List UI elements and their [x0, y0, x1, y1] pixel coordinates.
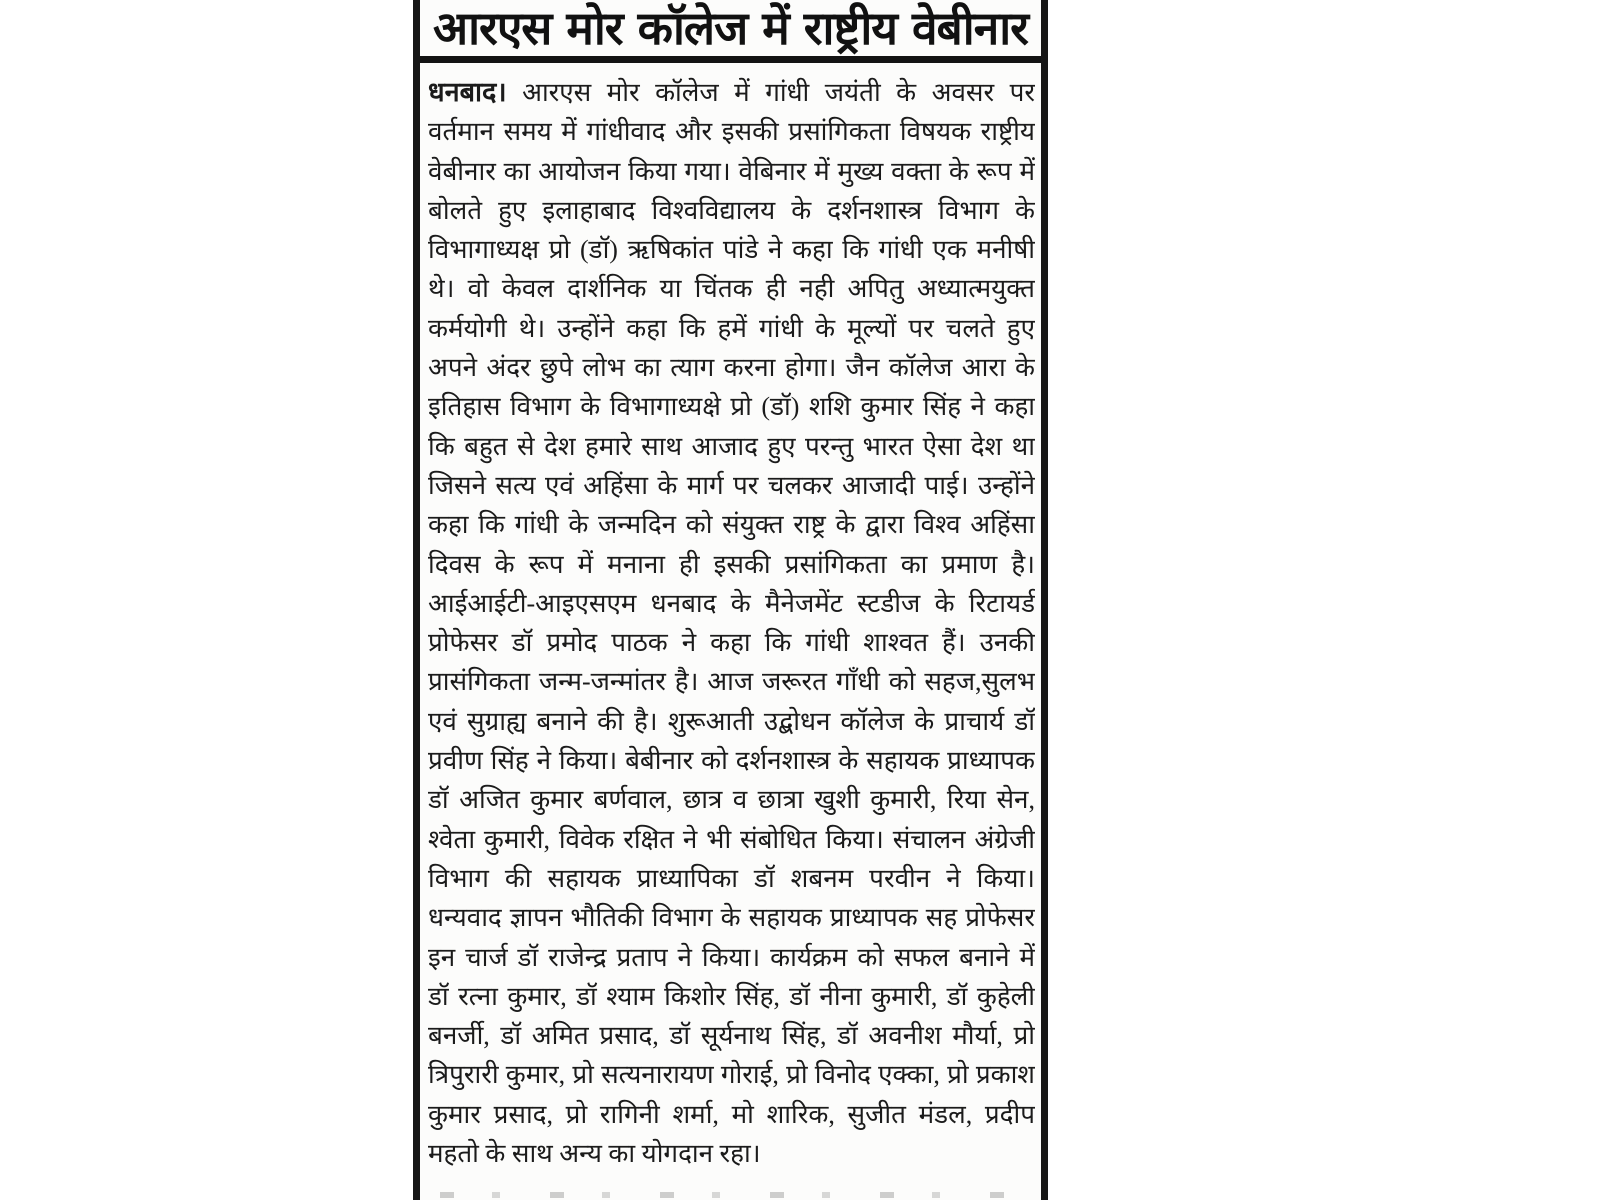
- article-line: कुमार प्रसाद, प्रो रागिनी शर्मा, मो शारिक, सुजीत मंडल, प्रदीप: [428, 1099, 1035, 1129]
- article-line: एवं सुग्राह्य बनाने की है। शुरूआती उद्बोधन कॉलेज के प्राचार्य डॉ: [428, 706, 1035, 736]
- cutoff-next-article-remnant: [440, 1192, 1011, 1198]
- article-line: कहा कि गांधी के जन्मदिन को संयुक्त राष्ट्र के द्वारा विश्व अहिंसा: [428, 510, 1035, 540]
- article-line: डॉ अजित कुमार बर्णवाल, छात्र व छात्रा खुशी कुमारी, रिया सेन,: [428, 785, 1035, 815]
- newspaper-clipping: [413, 0, 1048, 1200]
- article-body: [420, 71, 1041, 1173]
- article-line: बनर्जी, डॉ अमित प्रसाद, डॉ सूर्यनाथ सिंह, डॉ अवनीश मौर्या, प्रो: [428, 1021, 1035, 1051]
- first-line-text: आरएस मोर कॉलेज में गांधी जयंती के अवसर पर: [522, 78, 1035, 107]
- article-line: प्रवीण सिंह ने किया। बेबीनार को दर्शनशास्त्र के सहायक प्राध्यापक: [428, 746, 1035, 776]
- article-line-first: [428, 73, 1035, 112]
- article-line: धन्यवाद ज्ञापन भौतिकी विभाग के सहायक प्राध्यापक सह प्रोफेसर: [428, 903, 1035, 933]
- article-line: त्रिपुरारी कुमार, प्रो सत्यनारायण गोराई, प्रो विनोद एक्का, प्रो प्रकाश: [428, 1060, 1035, 1090]
- article-line: प्रोफेसर डॉ प्रमोद पाठक ने कहा कि गांधी शाश्वत हैं। उनकी: [428, 628, 1035, 658]
- article-line: विभागाध्यक्ष प्रो (डॉ) ऋषिकांत पांडे ने कहा कि गांधी एक मनीषी: [428, 235, 1035, 265]
- article-line: आईआईटी-आइएसएम धनबाद के मैनेजमेंट स्टडीज के रिटायर्ड: [428, 588, 1035, 618]
- article-line: वेबीनार का आयोजन किया गया। वेबिनार में मुख्य वक्ता के रूप में: [428, 156, 1035, 186]
- article-line: बोलते हुए इलाहाबाद विश्वविद्यालय के दर्शनशास्त्र विभाग के: [428, 195, 1035, 225]
- article-line: इतिहास विभाग के विभागाध्यक्षे प्रो (डॉ) शशि कुमार सिंह ने कहा: [428, 392, 1035, 422]
- article-line: महतो के साथ अन्य का योगदान रहा।: [428, 1139, 761, 1169]
- headline-underline-rule: [420, 56, 1041, 63]
- article-line: वर्तमान समय में गांधीवाद और इसकी प्रसांगिकता विषयक राष्ट्रीय: [428, 117, 1035, 147]
- article-line: डॉ रत्ना कुमार, डॉ श्याम किशोर सिंह, डॉ नीना कुमारी, डॉ कुहेली: [428, 981, 1035, 1011]
- article-line: इन चार्ज डॉ राजेन्द्र प्रताप ने किया। कार्यक्रम को सफल बनाने में: [428, 942, 1035, 972]
- article-line: कि बहुत से देश हमारे साथ आजाद हुए परन्तु भारत ऐसा देश था: [428, 431, 1035, 461]
- article-line: श्वेता कुमारी, विवेक रक्षित ने भी संबोधित किया। संचालन अंग्रेजी: [428, 824, 1035, 854]
- article-line: दिवस के रूप में मनाना ही इसकी प्रसांगिकता का प्रमाण है।: [428, 549, 1035, 579]
- article-line: प्रासंगिकता जन्म-जन्मांतर है। आज जरूरत गाँधी को सहज,सुलभ: [428, 667, 1035, 697]
- article-line: थे। वो केवल दार्शनिक या चिंतक ही नही अपितु अध्यात्मयुक्त: [428, 274, 1035, 304]
- article-line: विभाग की सहायक प्राध्यापिका डॉ शबनम परवीन ने किया।: [428, 863, 1035, 893]
- dateline: धनबाद।: [428, 77, 507, 108]
- article-line: अपने अंदर छुपे लोभ का त्याग करना होगा। जैन कॉलेज आरा के: [428, 353, 1035, 383]
- article-line: जिसने सत्य एवं अहिंसा के मार्ग पर चलकर आजादी पाई। उन्होंने: [428, 470, 1035, 500]
- article-headline: आरएस मोर कॉलेज में राष्ट्रीय वेबीनार: [433, 1, 1028, 55]
- article-line: कर्मयोगी थे। उन्होंने कहा कि हमें गांधी के मूल्यों पर चलते हुए: [428, 313, 1035, 343]
